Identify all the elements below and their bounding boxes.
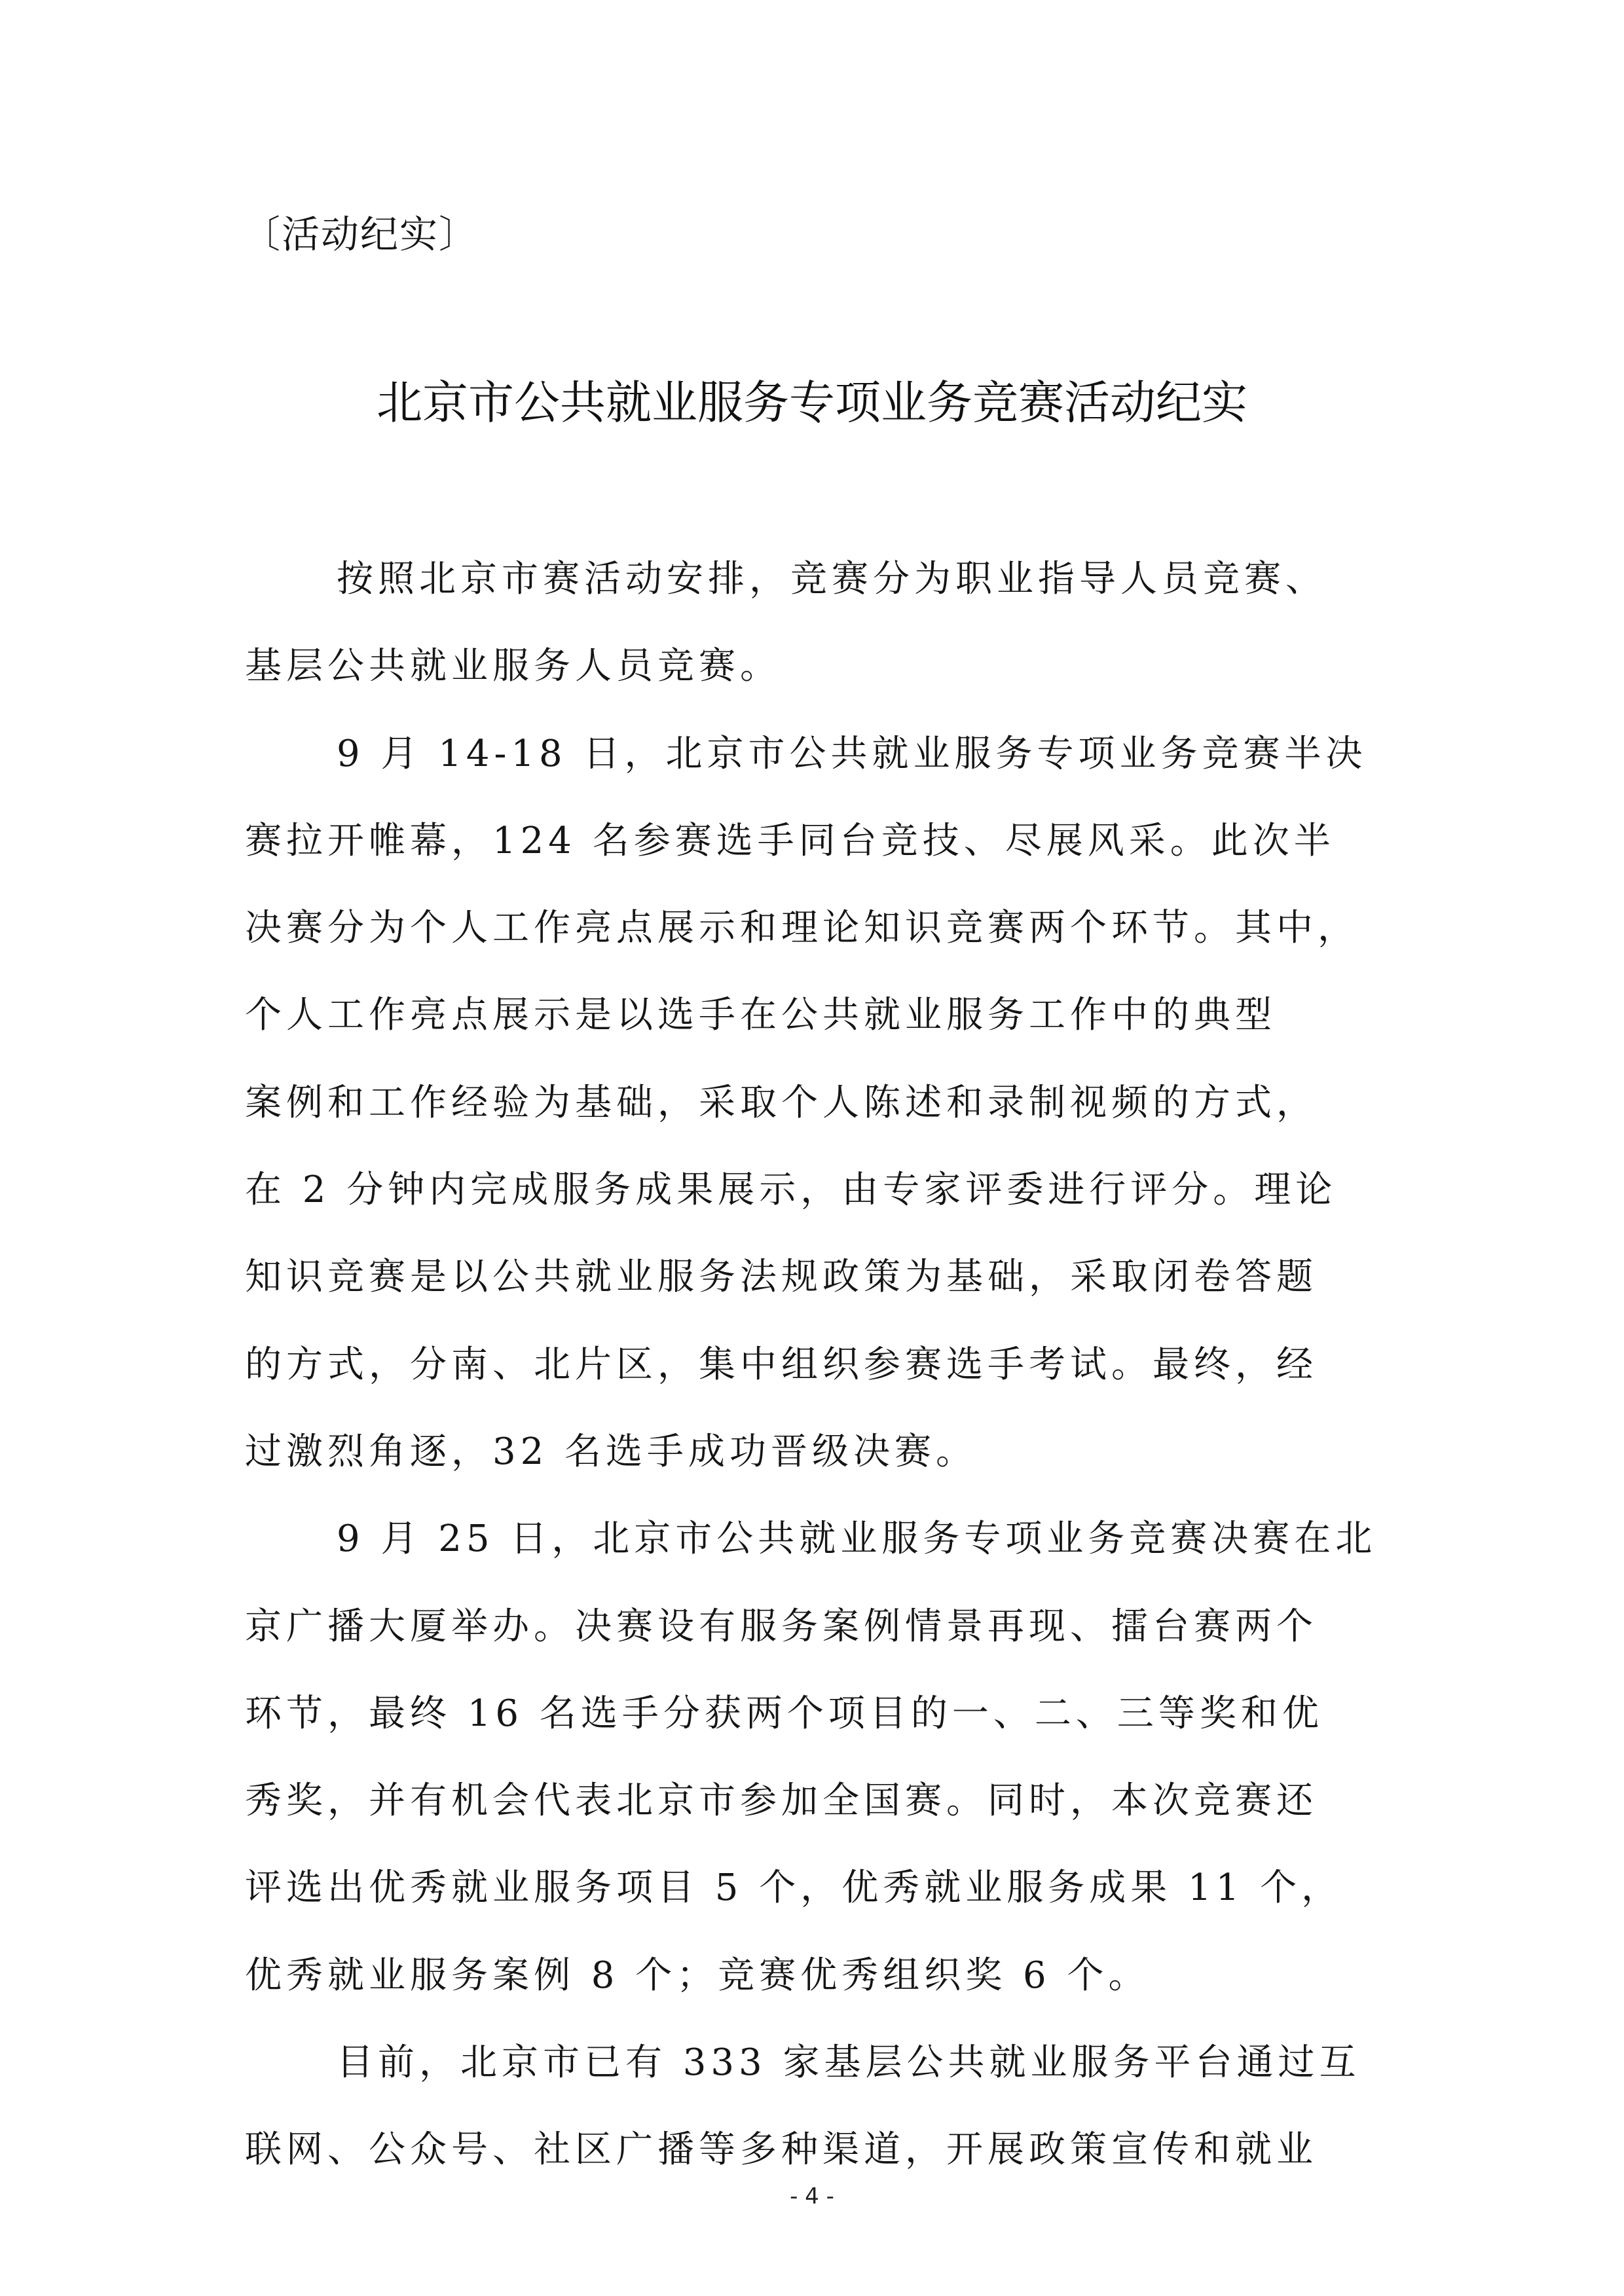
paragraph-4-line-1: 目前，北京市已有 333 家基层公共就业服务平台通过互 [337, 2041, 1361, 2085]
paragraph-4-line-2: 联网、公众号、社区广播等多种渠道，开展政策宣传和就业 [245, 2128, 1318, 2172]
paragraph-2-line-7: 知识竞赛是以公共就业服务法规政策为基础，采取闭卷答题 [245, 1256, 1318, 1299]
paragraph-1-line-1: 按照北京市赛活动安排，竞赛分为职业指导人员竞赛、 [337, 558, 1327, 600]
paragraph-2-line-5: 案例和工作经验为基础，采取个人陈述和录制视频的方式， [245, 1081, 1318, 1124]
paragraph-3-line-3: 环节，最终 16 名选手分获两个项目的一、二、三等奖和优 [245, 1692, 1323, 1735]
paragraph-2-line-2: 赛拉开帷幕，124 名参赛选手同台竞技、尽展风采。此次半 [245, 819, 1335, 862]
page-number: - 4 - [790, 2183, 834, 2210]
paragraph-3-line-2: 京广播大厦举办。决赛设有服务案例情景再现、擂台赛两个 [245, 1605, 1318, 1648]
paragraph-2-line-4: 个人工作亮点展示是以选手在公共就业服务工作中的典型 [245, 994, 1276, 1037]
paragraph-3-line-6: 优秀就业服务案例 8 个；竞赛优秀组织奖 6 个。 [245, 1954, 1150, 1997]
paragraph-3-line-1: 9 月 25 日，北京市公共就业服务专项业务竞赛决赛在北 [337, 1518, 1377, 1561]
section-tag: 〔活动纪实〕 [242, 212, 479, 257]
article-title: 北京市公共就业服务专项业务竞赛活动纪实 [377, 376, 1247, 429]
paragraph-2-line-3: 决赛分为个人工作亮点展示和理论知识竞赛两个环节。其中， [245, 907, 1359, 950]
paragraph-2-line-6: 在 2 分钟内完成服务成果展示，由专家评委进行评分。理论 [245, 1169, 1337, 1212]
paragraph-3-line-5: 评选出优秀就业服务项目 5 个，优秀就业服务成果 11 个， [245, 1867, 1343, 1910]
paragraph-2-line-8: 的方式，分南、北片区，集中组织参赛选手考试。最终，经 [245, 1343, 1318, 1386]
paragraph-2-line-1: 9 月 14-18 日，北京市公共就业服务专项业务竞赛半决 [337, 732, 1367, 775]
paragraph-2-line-9: 过激烈角逐，32 名选手成功晋级决赛。 [245, 1430, 978, 1473]
article-body [245, 536, 1381, 2194]
paragraph-3-line-4: 秀奖，并有机会代表北京市参加全国赛。同时，本次竞赛还 [245, 1779, 1318, 1823]
paragraph-1-line-2: 基层公共就业服务人员竞赛。 [245, 645, 781, 688]
